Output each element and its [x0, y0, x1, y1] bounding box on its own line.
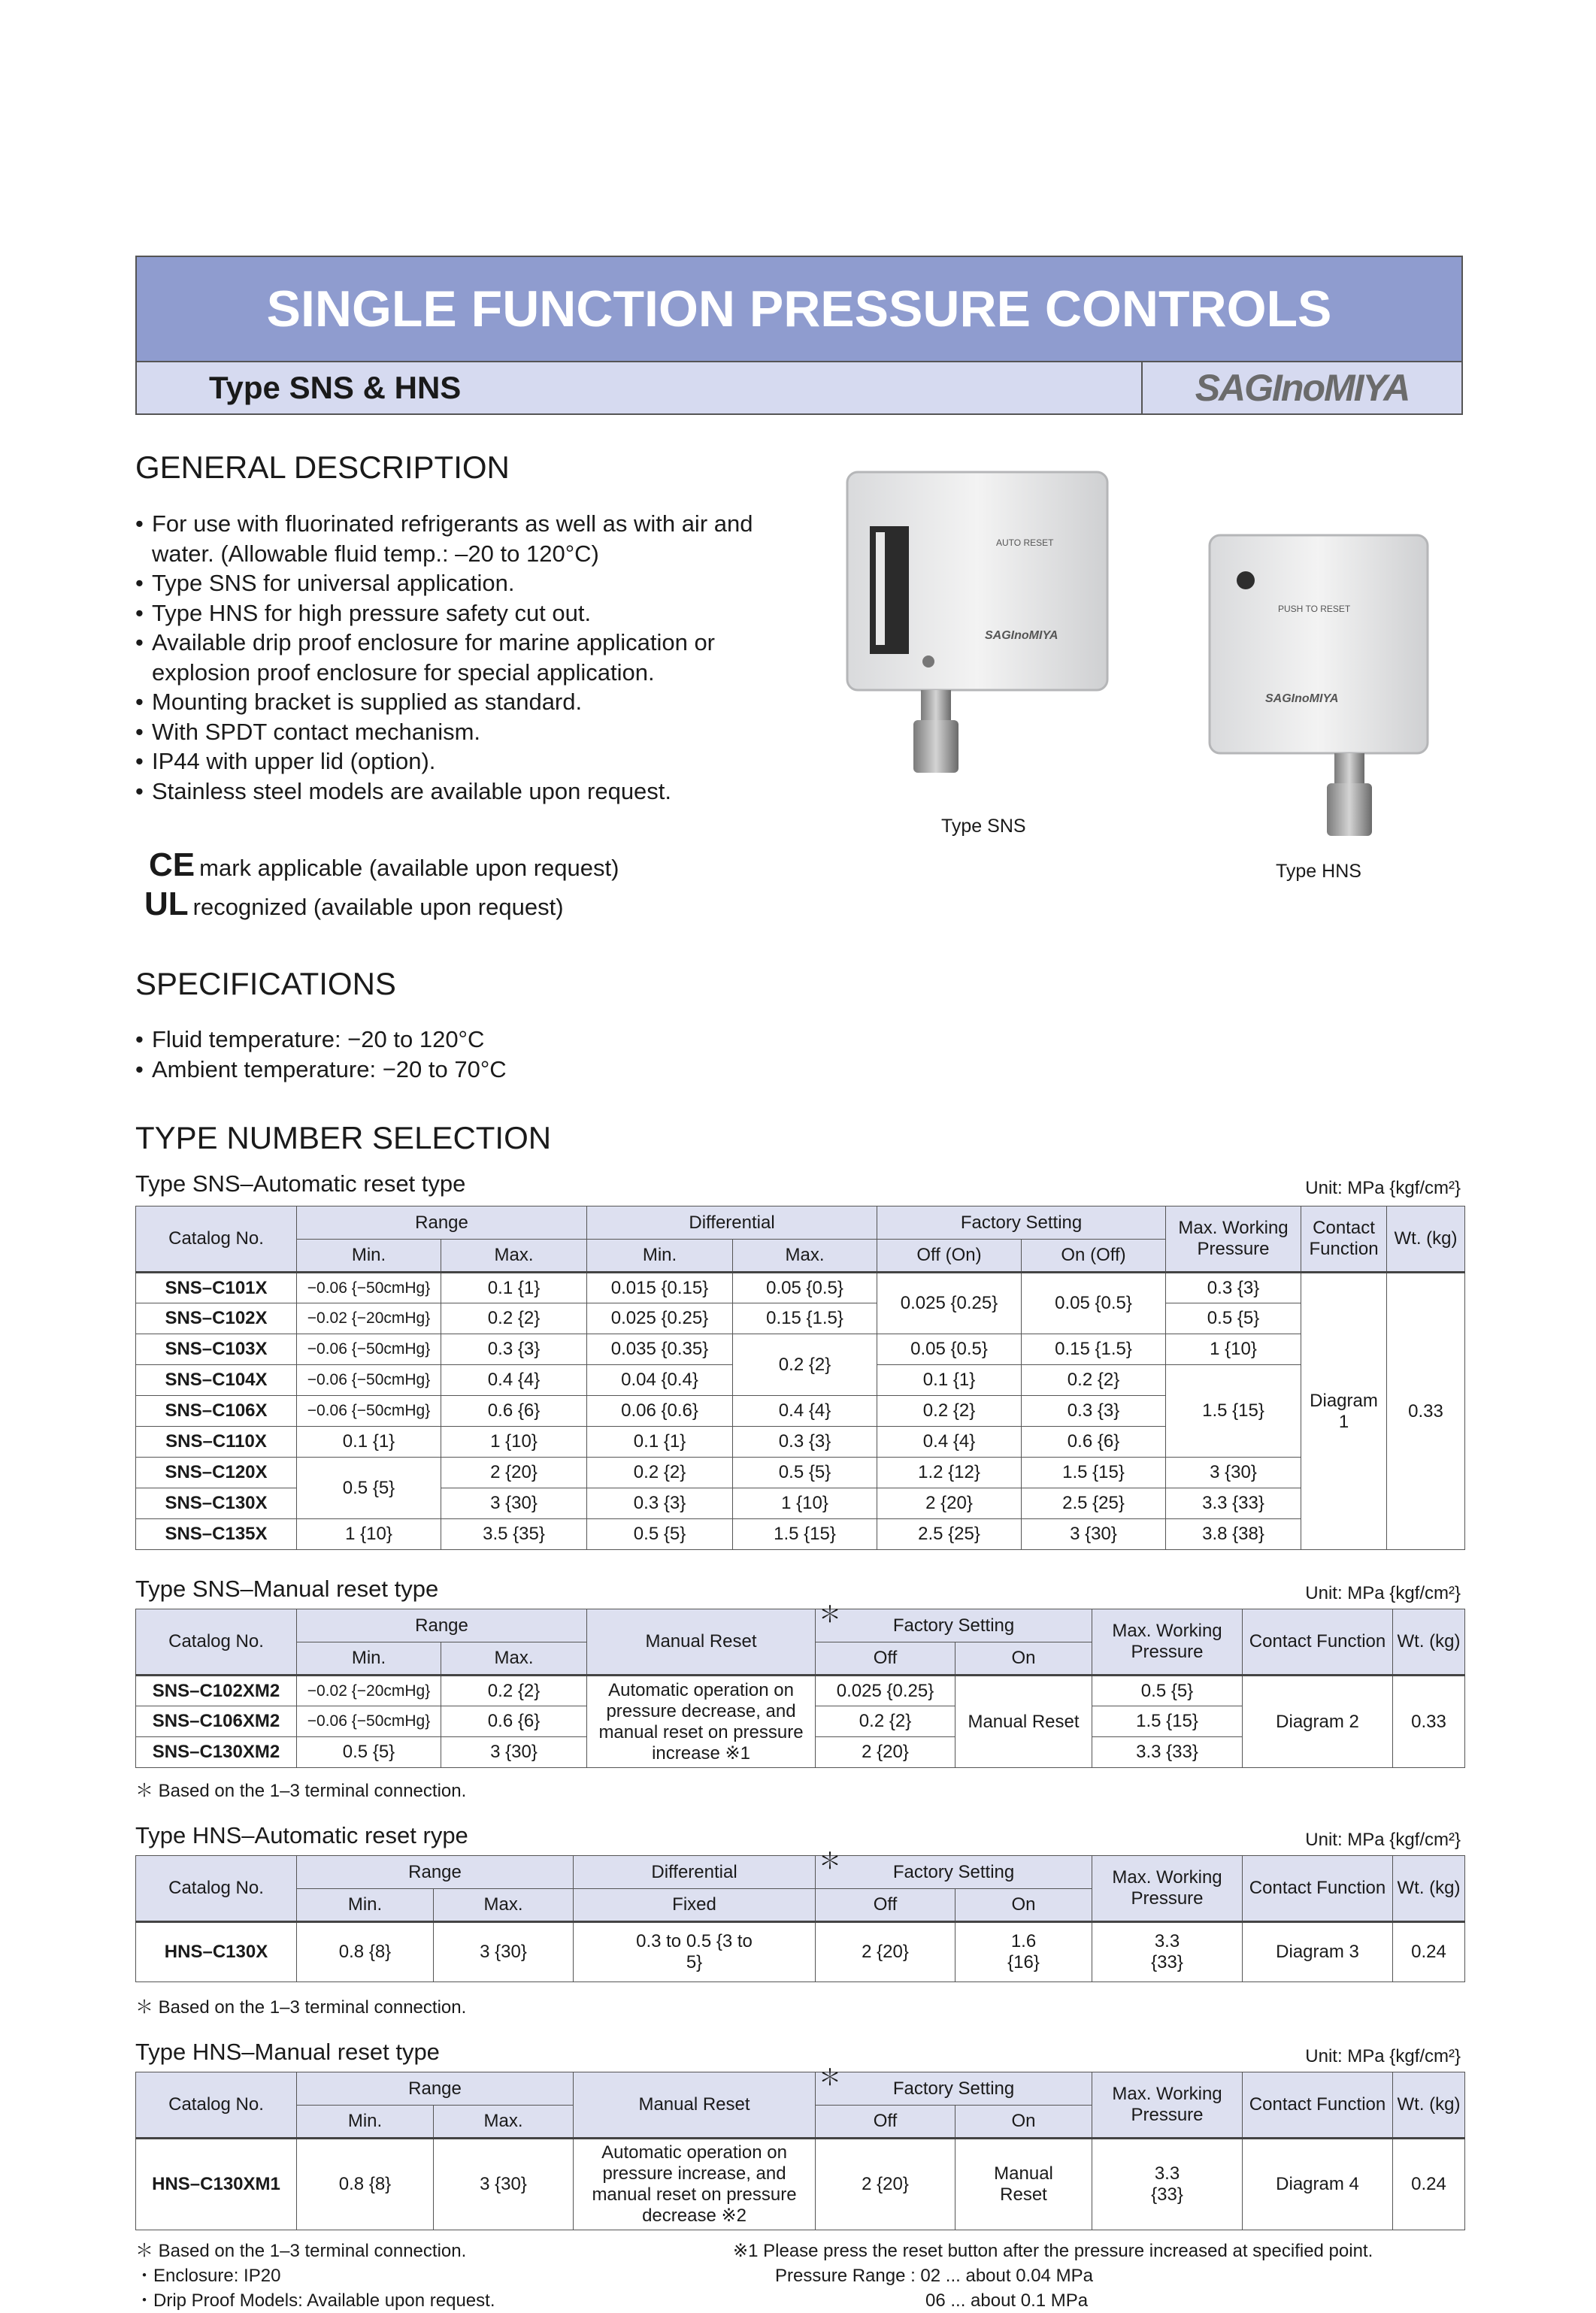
diff-max-cell: 0.15 {1.5}	[733, 1303, 877, 1334]
manual-reset-cell: Automatic operation on pressure decrease, and manual reset on pressure increase ※1	[587, 1676, 816, 1768]
weight-header: Wt. (kg)	[1387, 1206, 1465, 1273]
weight-header: Wt. (kg)	[1393, 1856, 1465, 1922]
table-title: Type HNS–Automatic reset rype	[135, 1822, 468, 1848]
factory-off-cell: 0.4 {4}	[877, 1427, 1022, 1458]
range-header: Range	[297, 2072, 574, 2106]
asterisk-mark: ＊	[819, 1849, 842, 1874]
footer-notes-left	[135, 2239, 495, 2313]
push-to-reset-label: PUSH TO RESET	[1278, 604, 1351, 614]
mwp-cell: 3.3 {33}	[1092, 1922, 1243, 1982]
asterisk-mark: ＊	[819, 1603, 842, 1627]
footnote: ・Enclosure: IP20	[135, 2266, 281, 2286]
range-max-cell: 0.6 {6}	[441, 1396, 587, 1427]
mwp-cell: 3.3 {33}	[1092, 1737, 1243, 1768]
weight-cell: 0.24	[1393, 1922, 1465, 1982]
catalog-header: Catalog No.	[136, 2072, 297, 2139]
max-header: Max.	[441, 1642, 587, 1676]
table-row	[136, 2139, 1465, 2230]
off-header: Off	[816, 2106, 955, 2139]
range-min-cell: −0.06 {−50cmHg}	[297, 1706, 441, 1737]
max-working-pressure-header: Max. Working Pressure	[1092, 1609, 1243, 1676]
specifications-heading: SPECIFICATIONS	[135, 966, 396, 1001]
footnote: Pressure Range : 02 ... about 0.04 MPa	[775, 2266, 1093, 2286]
factory-on-cell: 0.05 {0.5}	[1022, 1273, 1166, 1334]
max-header: Max.	[441, 1240, 587, 1273]
contact-cell: Diagram 4	[1243, 2139, 1393, 2230]
factory-off-cell: 2 {20}	[816, 2139, 955, 2230]
min-header: Min.	[297, 1240, 441, 1273]
range-header: Range	[297, 1856, 574, 1889]
max-working-pressure-header: Max. Working Pressure	[1092, 1856, 1243, 1922]
differential-header: Differential	[574, 1856, 816, 1889]
range-min-cell: 0.8 {8}	[297, 2139, 434, 2230]
footnote: ＊ Based on the 1–3 terminal connection.	[135, 1781, 467, 1801]
factory-setting-header: ＊ Factory Setting	[816, 1856, 1092, 1889]
range-max-cell: 0.2 {2}	[441, 1676, 587, 1706]
factory-on-cell: 0.15 {1.5}	[1022, 1334, 1166, 1365]
catalog-header: Catalog No.	[136, 1856, 297, 1922]
diff-min-cell: 0.1 {1}	[587, 1427, 733, 1458]
general-description-list	[135, 509, 767, 806]
diff-max-cell: 0.3 {3}	[733, 1427, 877, 1458]
off-on-header: Off (On)	[877, 1240, 1022, 1273]
contact-cell: Diagram 2	[1243, 1676, 1393, 1768]
ce-mark-line	[149, 846, 619, 884]
on-off-header: On (Off)	[1022, 1240, 1166, 1273]
diff-min-cell: 0.5 {5}	[587, 1519, 733, 1550]
footnote: ＊ Based on the 1–3 terminal connection.	[135, 2241, 467, 2261]
range-min-cell: −0.06 {−50cmHg}	[297, 1365, 441, 1396]
range-min-cell: −0.06 {−50cmHg}	[297, 1334, 441, 1365]
differential-header: Differential	[587, 1206, 877, 1240]
catalog-cell: SNS–C106XM2	[136, 1706, 297, 1737]
manual-reset-header: Manual Reset	[574, 2072, 816, 2139]
range-max-cell: 0.1 {1}	[441, 1273, 587, 1303]
range-max-cell: 3 {30}	[434, 2139, 574, 2230]
range-min-cell: −0.02 {−20cmHg}	[297, 1303, 441, 1334]
diff-max-cell: 0.2 {2}	[733, 1334, 877, 1396]
sns-caption: Type SNS	[941, 816, 1026, 837]
factory-setting-header: ＊ Factory Setting	[816, 2072, 1092, 2106]
footnote: 06 ... about 0.1 MPa	[925, 2290, 1089, 2311]
diff-min-cell: 0.025 {0.25}	[587, 1303, 733, 1334]
unit-label: Unit: MPa {kgf/cm²}	[1305, 2046, 1461, 2066]
hns-manual-reset-table	[135, 2066, 1465, 2230]
catalog-cell: SNS–C135X	[136, 1519, 297, 1550]
list-item: • Mounting bracket is supplied as standard.	[135, 687, 767, 717]
catalog-cell: SNS–C120X	[136, 1458, 297, 1488]
range-min-cell: −0.02 {−20cmHg}	[297, 1676, 441, 1706]
factory-on-cell: 0.2 {2}	[1022, 1365, 1166, 1396]
factory-on-cell: 0.3 {3}	[1022, 1396, 1166, 1427]
mwp-cell: 0.5 {5}	[1092, 1676, 1243, 1706]
list-item: • Type HNS for high pressure safety cut out.	[135, 598, 767, 628]
ul-mark-text: recognized (available upon request)	[192, 894, 564, 920]
diff-min-cell: 0.2 {2}	[587, 1458, 733, 1488]
max-header: Max.	[434, 2106, 574, 2139]
factory-off-cell: 1.2 {12}	[877, 1458, 1022, 1488]
hns-logo-text: SAGInoMIYA	[1265, 692, 1339, 705]
list-item: • Ambient temperature: −20 to 70°C	[135, 1055, 812, 1085]
factory-on-cell: 2.5 {25}	[1022, 1488, 1166, 1519]
footnote: ＊ Based on the 1–3 terminal connection.	[135, 1997, 467, 2018]
hns-caption: Type HNS	[1276, 861, 1361, 882]
range-max-cell: 3 {30}	[441, 1737, 587, 1768]
footnote: ・Drip Proof Models: Available upon request.	[135, 2290, 495, 2311]
min-header: Min.	[587, 1240, 733, 1273]
sns-logo-text: SAGInoMIYA	[985, 629, 1058, 642]
max-header: Max.	[434, 1889, 574, 1922]
min-header: Min.	[297, 1889, 434, 1922]
range-max-cell: 0.6 {6}	[441, 1706, 587, 1737]
on-header: On	[955, 2106, 1092, 2139]
weight-header: Wt. (kg)	[1393, 1609, 1465, 1676]
factory-off-cell: 2 {20}	[816, 1922, 955, 1982]
list-item: • IP44 with upper lid (option).	[135, 746, 767, 777]
unit-label: Unit: MPa {kgf/cm²}	[1305, 1830, 1461, 1850]
factory-setting-header: ＊ Factory Setting	[816, 1609, 1092, 1642]
catalog-cell: SNS–C110X	[136, 1427, 297, 1458]
differential-cell: 0.3 to 0.5 {3 to 5}	[574, 1922, 816, 1982]
general-description-heading: GENERAL DESCRIPTION	[135, 450, 510, 485]
hns-product-photo	[1207, 528, 1432, 843]
diff-min-cell: 0.04 {0.4}	[587, 1365, 733, 1396]
off-header: Off	[816, 1642, 955, 1676]
manual-reset-cell: Automatic operation on pressure increase, and manual reset on pressure decrease ※2	[574, 2139, 816, 2230]
auto-reset-label: AUTO RESET	[996, 537, 1054, 548]
catalog-header: Catalog No.	[136, 1206, 297, 1273]
mwp-cell: 3.8 {38}	[1166, 1519, 1301, 1550]
range-header: Range	[297, 1609, 587, 1642]
min-header: Min.	[297, 1642, 441, 1676]
mwp-cell: 3.3 {33}	[1092, 2139, 1243, 2230]
mwp-cell: 1.5 {15}	[1092, 1706, 1243, 1737]
brand-logo: SAGInoMIYA	[1141, 362, 1461, 413]
mwp-cell: 3 {30}	[1166, 1458, 1301, 1488]
unit-label: Unit: MPa {kgf/cm²}	[1305, 1178, 1461, 1198]
factory-off-cell: 2.5 {25}	[877, 1519, 1022, 1550]
on-header: On	[955, 1889, 1092, 1922]
fixed-header: Fixed	[574, 1889, 816, 1922]
sns-product-photo	[846, 465, 1116, 789]
range-min-cell: −0.06 {−50cmHg}	[297, 1273, 441, 1303]
factory-off-cell: 0.025 {0.25}	[816, 1676, 955, 1706]
table-row	[136, 1273, 1465, 1303]
ce-mark-text: mark applicable (available upon request)	[199, 855, 619, 881]
range-max-cell: 0.3 {3}	[441, 1334, 587, 1365]
factory-on-cell: 3 {30}	[1022, 1519, 1166, 1550]
catalog-cell: SNS–C101X	[136, 1273, 297, 1303]
catalog-cell: HNS–C130X	[136, 1922, 297, 1982]
table-row	[136, 1303, 1465, 1334]
catalog-cell: SNS–C103X	[136, 1334, 297, 1365]
range-min-cell: 0.1 {1}	[297, 1427, 441, 1458]
list-item: • Type SNS for universal application.	[135, 568, 767, 598]
range-max-cell: 2 {20}	[441, 1458, 587, 1488]
diff-max-cell: 0.4 {4}	[733, 1396, 877, 1427]
min-header: Min.	[297, 2106, 434, 2139]
ce-mark-icon: CE	[149, 846, 195, 883]
catalog-cell: SNS–C104X	[136, 1365, 297, 1396]
range-max-cell: 3.5 {35}	[441, 1519, 587, 1550]
sns-manual-reset-table	[135, 1603, 1465, 1768]
catalog-cell: SNS–C102X	[136, 1303, 297, 1334]
range-min-cell: 0.8 {8}	[297, 1922, 434, 1982]
factory-off-cell: 0.025 {0.25}	[877, 1273, 1022, 1334]
range-min-cell: 0.5 {5}	[297, 1737, 441, 1768]
diff-min-cell: 0.06 {0.6}	[587, 1396, 733, 1427]
specifications-list	[135, 1025, 812, 1084]
contact-cell: Diagram 1	[1301, 1273, 1387, 1550]
factory-on-cell: 1.6 {16}	[955, 1922, 1092, 1982]
ul-mark-icon: UL	[144, 886, 189, 922]
table-title: Type SNS–Manual reset type	[135, 1576, 439, 1602]
diff-min-cell: 0.3 {3}	[587, 1488, 733, 1519]
list-item: • Available drip proof enclosure for marine application or explosion proof enclosure for special application.	[135, 628, 767, 687]
table-row	[136, 1519, 1465, 1550]
range-min-cell: 0.5 {5}	[297, 1458, 441, 1519]
factory-setting-header: Factory Setting	[877, 1206, 1166, 1240]
factory-off-cell: 0.1 {1}	[877, 1365, 1022, 1396]
contact-cell: Diagram 3	[1243, 1922, 1393, 1982]
range-max-cell: 3 {30}	[441, 1488, 587, 1519]
list-item: • Fluid temperature: −20 to 120°C	[135, 1025, 812, 1055]
factory-on-cell: 0.6 {6}	[1022, 1427, 1166, 1458]
mwp-cell: 0.3 {3}	[1166, 1273, 1301, 1303]
mwp-cell: 3.3 {33}	[1166, 1488, 1301, 1519]
sns-auto-reset-table	[135, 1206, 1465, 1550]
diff-max-cell: 1.5 {15}	[733, 1519, 877, 1550]
catalog-cell: SNS–C102XM2	[136, 1676, 297, 1706]
page-title: SINGLE FUNCTION PRESSURE CONTROLS	[266, 280, 1332, 338]
on-header: On	[955, 1642, 1092, 1676]
contact-function-header: Contact Function	[1301, 1206, 1387, 1273]
page-subtitle: Type SNS & HNS	[209, 370, 462, 405]
range-header: Range	[297, 1206, 587, 1240]
footer-notes-right	[733, 2239, 1373, 2313]
table-title: Type SNS–Automatic reset type	[135, 1170, 466, 1197]
type-number-selection-heading: TYPE NUMBER SELECTION	[135, 1120, 552, 1155]
factory-on-cell: Manual Reset	[955, 2139, 1092, 2230]
catalog-cell: SNS–C106X	[136, 1396, 297, 1427]
catalog-cell: SNS–C130X	[136, 1488, 297, 1519]
title-banner	[135, 256, 1463, 362]
table-row	[136, 1458, 1465, 1488]
factory-off-cell: 0.2 {2}	[877, 1396, 1022, 1427]
list-item: • Stainless steel models are available upon request.	[135, 777, 767, 807]
ul-mark-line	[144, 886, 564, 923]
table-row	[136, 1922, 1465, 1982]
mwp-cell: 1 {10}	[1166, 1334, 1301, 1365]
contact-function-header: Contact Function	[1243, 1609, 1393, 1676]
range-max-cell: 1 {10}	[441, 1427, 587, 1458]
asterisk-mark: ＊	[819, 2066, 842, 2090]
hns-auto-reset-table	[135, 1849, 1465, 1982]
max-working-pressure-header: Max. Working Pressure	[1092, 2072, 1243, 2139]
subtitle-banner	[135, 361, 1463, 415]
range-max-cell: 3 {30}	[434, 1922, 574, 1982]
range-max-cell: 0.2 {2}	[441, 1303, 587, 1334]
factory-off-cell: 0.05 {0.5}	[877, 1334, 1022, 1365]
diff-min-cell: 0.015 {0.15}	[587, 1273, 733, 1303]
list-item: • For use with fluorinated refrigerants as well as with air and water. (Allowable fluid temp.: –20 to 120°C)	[135, 509, 767, 568]
footnote: ※1 Please press the reset button after the pressure increased at specified point.	[733, 2241, 1373, 2261]
factory-on-cell: 1.5 {15}	[1022, 1458, 1166, 1488]
factory-on-cell: Manual Reset	[955, 1676, 1092, 1768]
factory-off-cell: 2 {20}	[816, 1737, 955, 1768]
diff-max-cell: 0.05 {0.5}	[733, 1273, 877, 1303]
unit-label: Unit: MPa {kgf/cm²}	[1305, 1583, 1461, 1603]
range-min-cell: 1 {10}	[297, 1519, 441, 1550]
mwp-cell: 0.5 {5}	[1166, 1303, 1301, 1334]
catalog-header: Catalog No.	[136, 1609, 297, 1676]
diff-min-cell: 0.035 {0.35}	[587, 1334, 733, 1365]
table-row	[136, 1334, 1465, 1365]
range-min-cell: −0.06 {−50cmHg}	[297, 1396, 441, 1427]
weight-cell: 0.33	[1393, 1676, 1465, 1768]
weight-header: Wt. (kg)	[1393, 2072, 1465, 2139]
manual-reset-header: Manual Reset	[587, 1609, 816, 1676]
range-max-cell: 0.4 {4}	[441, 1365, 587, 1396]
table-row	[136, 1676, 1465, 1706]
off-header: Off	[816, 1889, 955, 1922]
catalog-cell: SNS–C130XM2	[136, 1737, 297, 1768]
contact-function-header: Contact Function	[1243, 2072, 1393, 2139]
weight-cell: 0.24	[1393, 2139, 1465, 2230]
mwp-cell: 1.5 {15}	[1166, 1365, 1301, 1458]
diff-max-cell: 1 {10}	[733, 1488, 877, 1519]
list-item: • With SPDT contact mechanism.	[135, 717, 767, 747]
factory-off-cell: 2 {20}	[877, 1488, 1022, 1519]
catalog-cell: HNS–C130XM1	[136, 2139, 297, 2230]
contact-function-header: Contact Function	[1243, 1856, 1393, 1922]
max-header: Max.	[733, 1240, 877, 1273]
weight-cell: 0.33	[1387, 1273, 1465, 1550]
diff-max-cell: 0.5 {5}	[733, 1458, 877, 1488]
factory-off-cell: 0.2 {2}	[816, 1706, 955, 1737]
table-title: Type HNS–Manual reset type	[135, 2039, 440, 2065]
max-working-pressure-header: Max. Working Pressure	[1166, 1206, 1301, 1273]
